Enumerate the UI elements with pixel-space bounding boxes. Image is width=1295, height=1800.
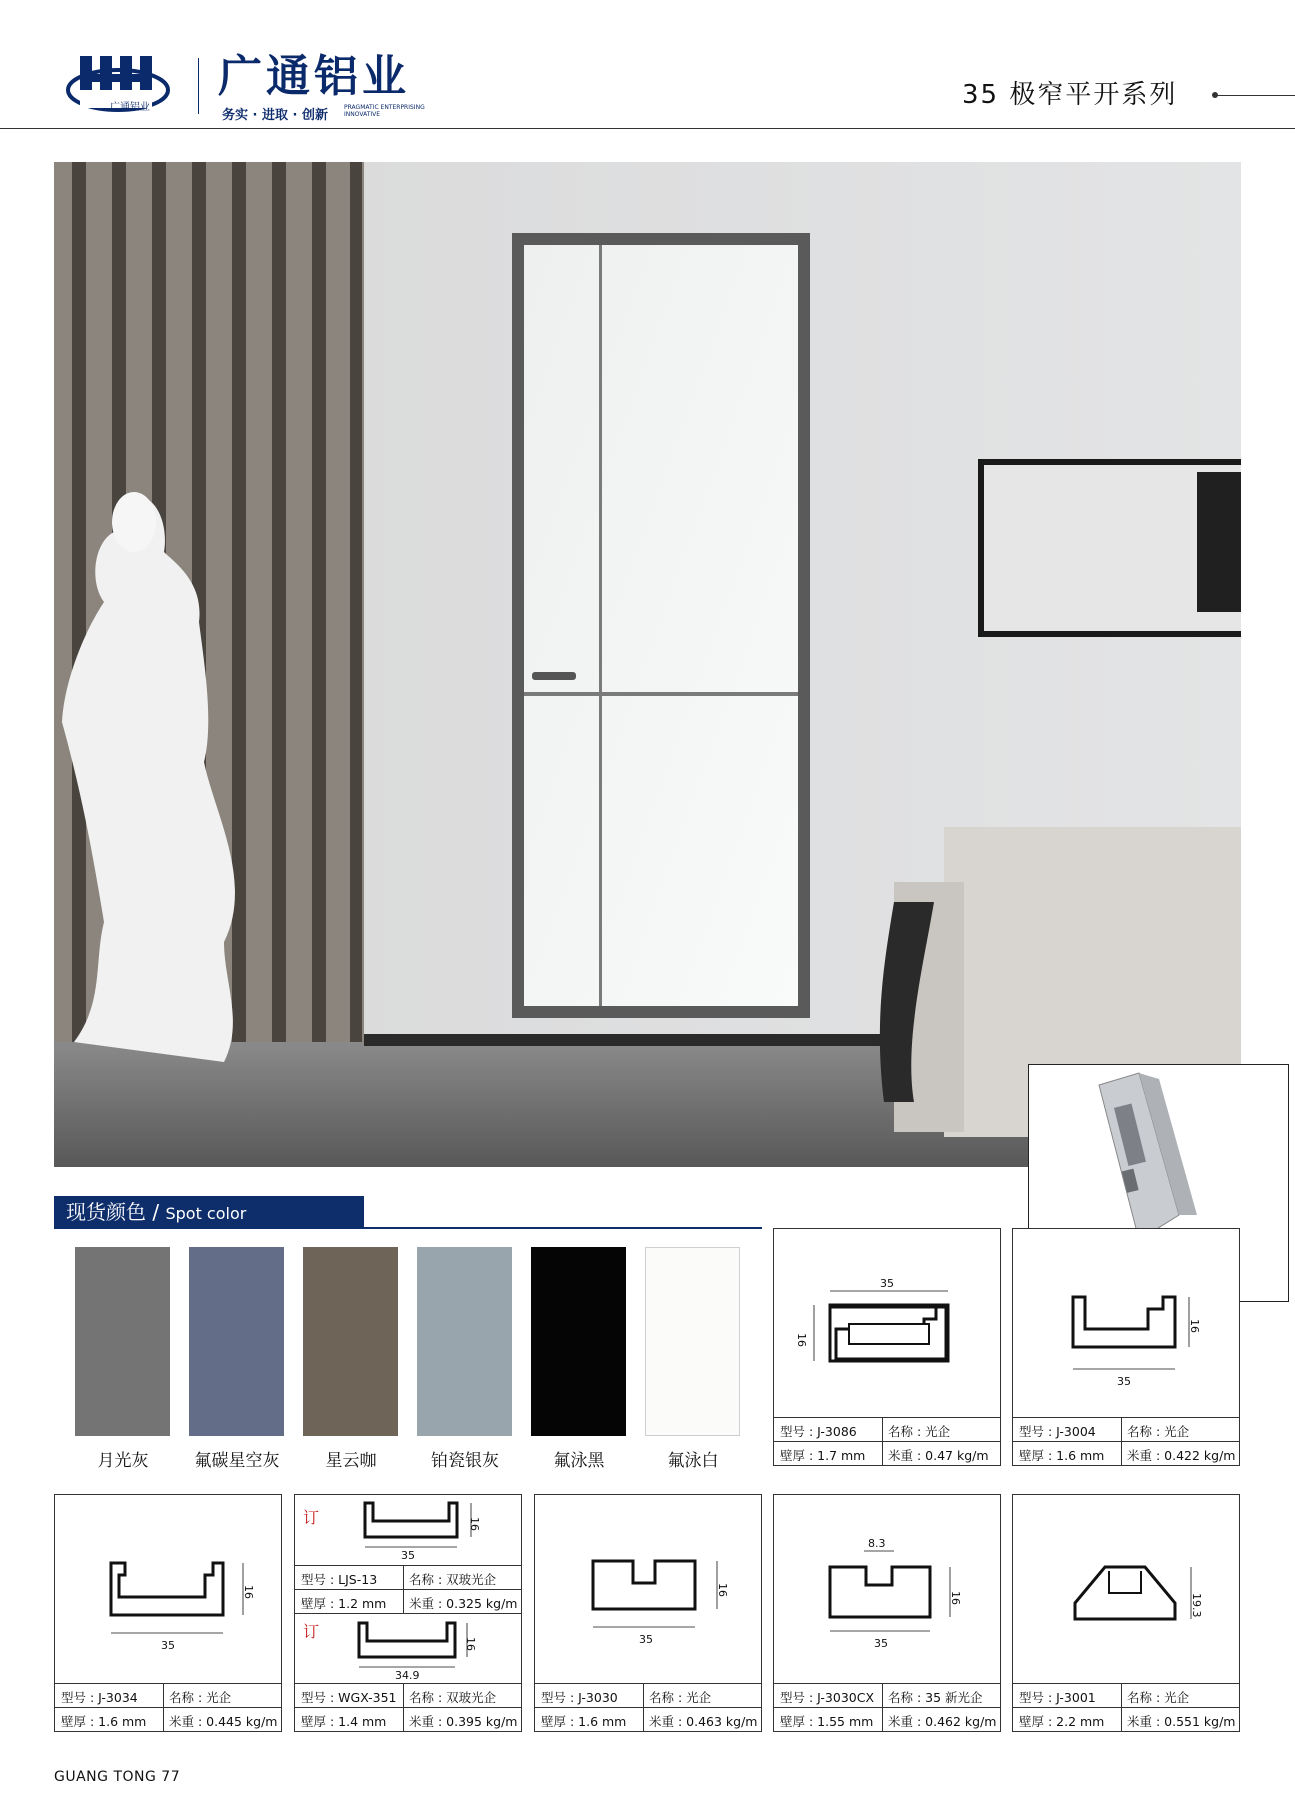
dim-slot: 8.3 bbox=[868, 1537, 886, 1550]
wall-label: 壁厚 : 1.55 mm bbox=[780, 1714, 874, 1729]
brand-slogan: 务实 · 进取 · 创新 bbox=[222, 108, 328, 123]
interior-scene bbox=[54, 162, 1241, 1167]
profile-card-j3086 bbox=[773, 1228, 1001, 1466]
model-label: 型号 : J-3030CX bbox=[780, 1690, 875, 1705]
model-label: 型号 : J-3034 bbox=[61, 1690, 138, 1705]
weight-label: 米重 : 0.395 kg/m bbox=[409, 1714, 518, 1729]
dim-width: 35 bbox=[1117, 1375, 1131, 1388]
dim-width: 35 bbox=[401, 1549, 415, 1562]
model-label: 型号 : J-3004 bbox=[1019, 1424, 1096, 1439]
model-label: 型号 : J-3030 bbox=[541, 1690, 618, 1705]
profile-card-j3030 bbox=[534, 1494, 762, 1732]
spec-row-2 bbox=[295, 1589, 521, 1614]
weight-label: 米重 : 0.462 kg/m bbox=[888, 1714, 997, 1729]
dim-width: 35 bbox=[639, 1633, 653, 1646]
profile-drawing-j3030 bbox=[535, 1495, 763, 1685]
header-rule bbox=[0, 128, 1295, 129]
wall-label: 壁厚 : 1.4 mm bbox=[301, 1714, 387, 1729]
spec-row-2 bbox=[295, 1707, 521, 1732]
color-swatch-label: 氟泳黑 bbox=[553, 1451, 605, 1471]
profile-card-j3001 bbox=[1012, 1494, 1240, 1732]
spec-row-2 bbox=[774, 1441, 1000, 1466]
model-label: 型号 : LJS-13 bbox=[301, 1572, 378, 1587]
spec-row-1 bbox=[1013, 1683, 1239, 1708]
flush-bolt-image bbox=[1029, 1065, 1288, 1255]
weight-label: 米重 : 0.445 kg/m bbox=[169, 1714, 278, 1729]
name-label: 名称 : 光企 bbox=[1127, 1424, 1190, 1439]
spot-color-title-en: Spot color bbox=[165, 1204, 247, 1223]
color-swatch-label: 氟泳白 bbox=[667, 1451, 719, 1471]
page-number: 77 bbox=[161, 1769, 181, 1785]
wall-label: 壁厚 : 1.7 mm bbox=[780, 1448, 866, 1463]
order-mark: 订 bbox=[303, 1622, 320, 1641]
color-swatch-label: 星云咖 bbox=[325, 1451, 377, 1471]
spot-color-title: 现货颜色 / Spot color bbox=[66, 1200, 247, 1224]
interior-photo bbox=[54, 162, 1241, 1167]
profile-card-j3034 bbox=[54, 1494, 282, 1732]
logo-text: 广通铝业 bbox=[110, 102, 150, 113]
color-swatch bbox=[645, 1247, 740, 1436]
name-label: 名称 : 双玻光企 bbox=[409, 1690, 497, 1705]
title-rule bbox=[1216, 95, 1295, 96]
dim-height: 16 bbox=[949, 1591, 962, 1605]
weight-label: 米重 : 0.551 kg/m bbox=[1127, 1714, 1236, 1729]
spec-row-1 bbox=[295, 1565, 521, 1590]
profile-drawing-j3086 bbox=[774, 1229, 1002, 1419]
color-swatch bbox=[531, 1247, 626, 1436]
name-label: 名称 : 光企 bbox=[888, 1424, 951, 1439]
model-label: 型号 : WGX-351 bbox=[301, 1690, 397, 1705]
spec-row-1 bbox=[1013, 1417, 1239, 1442]
name-label: 名称 : 双玻光企 bbox=[409, 1572, 497, 1587]
name-label: 名称 : 35 新光企 bbox=[888, 1690, 983, 1705]
color-swatch-label: 月光灰 bbox=[97, 1451, 149, 1471]
spec-row-2 bbox=[774, 1707, 1000, 1732]
order-mark: 订 bbox=[303, 1508, 320, 1527]
spec-row-1 bbox=[55, 1683, 281, 1708]
spec-row-1 bbox=[774, 1417, 1000, 1442]
profile-card-j3004 bbox=[1012, 1228, 1240, 1466]
profile-drawing-j3030cx bbox=[774, 1495, 1002, 1685]
dim-width: 34.9 bbox=[395, 1669, 420, 1682]
dim-width: 35 bbox=[880, 1277, 894, 1290]
color-swatch-label: 氟碳星空灰 bbox=[194, 1451, 280, 1471]
series-title: 35 极窄平开系列 bbox=[962, 80, 1178, 110]
brand-slogan-en: PRAGMATIC ENTERPRISING INNOVATIVE bbox=[344, 104, 425, 118]
weight-label: 米重 : 0.463 kg/m bbox=[649, 1714, 758, 1729]
spec-row-1 bbox=[774, 1683, 1000, 1708]
color-swatch bbox=[75, 1247, 170, 1436]
spot-color-title-cn: 现货颜色 bbox=[66, 1200, 146, 1224]
weight-label: 米重 : 0.47 kg/m bbox=[888, 1448, 989, 1463]
dim-height: 16 bbox=[795, 1333, 808, 1347]
brand-name: 广通铝业 bbox=[218, 51, 410, 102]
logo-divider bbox=[198, 58, 199, 114]
dim-height: 19.3 bbox=[1190, 1593, 1203, 1618]
color-swatch bbox=[189, 1247, 284, 1436]
dim-height: 16 bbox=[716, 1583, 729, 1597]
profile-drawing-ljs13 bbox=[295, 1495, 523, 1565]
profile-card-j3030cx bbox=[773, 1494, 1001, 1732]
spec-row-1 bbox=[295, 1683, 521, 1708]
wall-label: 壁厚 : 2.2 mm bbox=[1019, 1714, 1105, 1729]
spec-row-2 bbox=[1013, 1441, 1239, 1466]
dim-height: 16 bbox=[468, 1517, 481, 1531]
profile-drawing-j3001 bbox=[1013, 1495, 1241, 1685]
color-swatch bbox=[417, 1247, 512, 1436]
name-label: 名称 : 光企 bbox=[649, 1690, 712, 1705]
spec-row-2 bbox=[1013, 1707, 1239, 1732]
name-label: 名称 : 光企 bbox=[1127, 1690, 1190, 1705]
name-label: 名称 : 光企 bbox=[169, 1690, 232, 1705]
page-footer bbox=[54, 1769, 180, 1785]
spec-row-2 bbox=[535, 1707, 761, 1732]
dim-width: 35 bbox=[161, 1639, 175, 1652]
spec-row-1 bbox=[535, 1683, 761, 1708]
wall-label: 壁厚 : 1.6 mm bbox=[61, 1714, 147, 1729]
brand-logo bbox=[66, 50, 176, 118]
profile-drawing-j3004 bbox=[1013, 1229, 1241, 1419]
profile-drawing-j3034 bbox=[55, 1495, 283, 1685]
profile-drawing-wgx351 bbox=[295, 1613, 523, 1683]
wall-label: 壁厚 : 1.6 mm bbox=[1019, 1448, 1105, 1463]
dim-height: 16 bbox=[1188, 1319, 1201, 1333]
weight-label: 米重 : 0.325 kg/m bbox=[409, 1596, 518, 1611]
color-swatch-label: 铂瓷银灰 bbox=[431, 1451, 499, 1471]
wall-label: 壁厚 : 1.6 mm bbox=[541, 1714, 627, 1729]
dim-height: 16 bbox=[242, 1585, 255, 1599]
model-label: 型号 : J-3086 bbox=[780, 1424, 857, 1439]
weight-label: 米重 : 0.422 kg/m bbox=[1127, 1448, 1236, 1463]
spec-row-2 bbox=[55, 1707, 281, 1732]
profile-card-ljs13-wgx351 bbox=[294, 1494, 522, 1732]
color-swatch bbox=[303, 1247, 398, 1436]
dim-width: 35 bbox=[874, 1637, 888, 1650]
footer-brand: GUANG TONG bbox=[54, 1769, 157, 1785]
model-label: 型号 : J-3001 bbox=[1019, 1690, 1096, 1705]
dim-height: 16 bbox=[464, 1637, 477, 1651]
wall-label: 壁厚 : 1.2 mm bbox=[301, 1596, 387, 1611]
